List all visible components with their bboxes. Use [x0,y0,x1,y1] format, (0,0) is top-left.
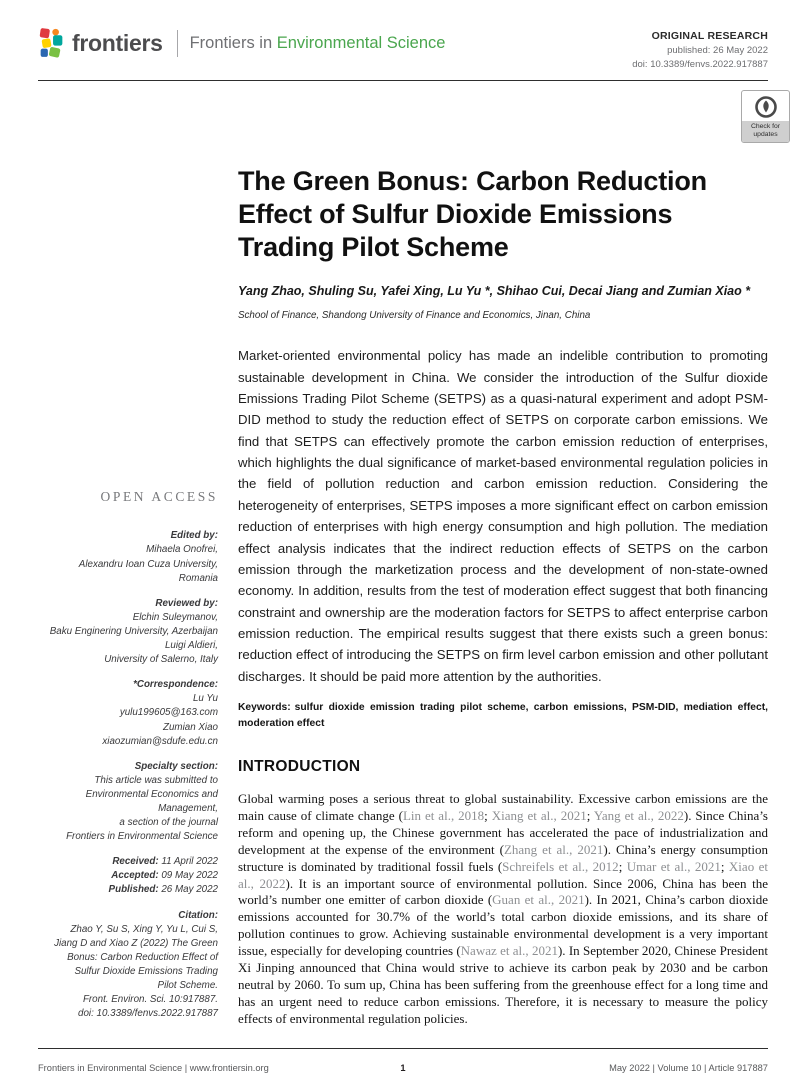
text-line: Luigi Aldieri, [164,640,218,652]
citation-link[interactable]: Guan et al., 2021 [492,892,585,908]
keywords-label: Keywords: [238,702,291,714]
footer-issue-info: May 2022 | Volume 10 | Article 917887 [609,1063,768,1073]
text-line: Sulfur Dioxide Emissions Trading [74,965,218,977]
edited-by-label: Edited by: [170,530,218,542]
published-date [38,883,218,897]
body-text-run: ; [586,807,594,823]
published-value: 26 May 2022 [158,884,218,896]
link-text[interactable]: yulu199605@163.com [119,707,218,719]
citation-link[interactable]: Zhang et al., 2021 [503,841,604,857]
accepted-date [38,869,218,883]
text-line: Romania [178,572,218,584]
accepted-label: Accepted: [111,870,159,882]
article-main-column [218,93,768,1032]
citation-link[interactable]: Nawaz et al., 2021 [460,943,558,959]
text-line: Elchin Suleymanov, [132,611,218,623]
journal-brand [38,28,445,59]
correspondence-label: *Correspondence: [133,679,218,691]
edited-by-block [38,529,218,585]
text-line: Bonus: Carbon Reduction Effect of [67,951,218,963]
text-line: Pilot Scheme. [157,980,218,992]
keywords-line [238,700,768,731]
open-access-label: OPEN ACCESS [100,489,218,505]
text-line: Front. Environ. Sci. 10:917887. [82,994,218,1006]
citation-link[interactable]: Xiao et al., 2022 [238,858,768,891]
abstract-text: Market-oriented environmental policy has made an indelible contribution to promoting sustainable development in China. We consider the introduction of the Sulfur dioxide Emissions Trading Pilot Scheme (SETPS) as a quasi-natural experiment and adopt PSM-DID method to study the reduction effect of SETPS on corporate carbon emissions. We find that SETPS can effectively promote the carbon emission reduction of enterprises, which highlights the dual significance of market-based environmental regulation policies in the field of pollution reduction and carbon emission reduction. Considering the heterogeneity of enterprises, SETPS imposes a more significant effect on carbon emission reduction of enterprises with high energy consumption and high pollution. The mediation effect analysis indicates that the indirect reduction effects of SETPS on the carbon emission through the marketization process and the development of non-state-owned economy. In addition, results from the test of moderation effect suggest that both financing constraint and ownership are the moderation factors for SETPS to affect enterprise carbon emission reduction. The empirical results suggest that there exists such a green bonus: reduction effect of introducing the SETPS on firm level carbon emission and other pollutant discharges. It should be paid more attention by the authorities. [238,348,768,684]
citation-link[interactable]: Xiang et al., 2021 [491,807,587,823]
text-line: Zumian Xiao [163,721,218,733]
received-value: 11 April 2022 [158,856,218,868]
body-text-run: ). China’s energy consumption structure is dominated by traditional fossil fuels ( [238,841,768,874]
body-text-run: ). It is an important source of environmental pollution. Since 2006, China has been the world’s number one emitter of carbon dioxide ( [238,875,769,908]
published-date-line: published: 26 May 2022 [667,45,768,56]
reviewed-by-lines [38,611,218,667]
text-line: Alexandru Ioan Cuza University, [78,558,218,570]
text-line: a section of the journal [119,817,218,829]
footer-divider [38,1048,768,1049]
citation-link[interactable]: Umar et al., 2021 [626,858,721,874]
author-list: Yang Zhao, Shuling Su, Yafei Xing, Lu Yu *, Shihao Cui, Decai Jiang and Zumian Xiao * [238,284,751,299]
body-text-run: ; [618,858,627,874]
reviewed-by-block [38,597,218,667]
received-date [38,855,218,869]
article-meta-sidebar [38,93,218,1032]
published-label: Published: [108,884,159,896]
publication-meta [632,30,768,70]
text-line: Baku Enginering University, Azerbaijan [49,625,218,637]
text-line: Lu Yu [192,693,218,705]
correspondence-lines [38,692,218,748]
specialty-section-label: Specialty section: [134,760,218,772]
journal-name-prefix: Frontiers in [189,34,277,52]
text-line: Management, [158,802,218,814]
body-text-run: ; [484,807,492,823]
reviewed-by-label: Reviewed by: [155,597,218,609]
article-body [0,93,806,1032]
received-label: Received: [112,856,159,868]
specialty-section-lines [38,774,218,844]
journal-name-green: Environmental Science [276,34,446,52]
keywords-text: sulfur dioxide emission trading pilot scheme, carbon emissions, PSM-DID, mediation effect, moderation effect [238,702,768,729]
text-line: Zhao Y, Su S, Xing Y, Yu L, Cui S, [70,923,218,935]
specialty-section-block [38,760,218,845]
footer-page-number: 1 [400,1063,406,1073]
text-line: Environmental Economics and [85,788,218,800]
body-text-run: ; [720,858,729,874]
introduction-paragraph [238,791,768,1027]
article-dates-block [38,855,218,897]
doi-link[interactable]: doi: 10.3389/fenvs.2022.917887 [632,59,768,70]
citation-link[interactable]: Lin et al., 2018 [402,807,485,823]
body-text-run: ). Since China’s reform and opening up, the Chinese government has accelerated the pace of industrialization and development at the expense of the environment ( [238,807,768,857]
text-line: Jiang D and Xiao Z (2022) The Green [54,937,218,949]
body-text-run: Global warming poses a serious threat to global sustainability. Excessive carbon emissions are the main cause of climate change ( [238,791,768,823]
text-line: University of Salerno, Italy [104,654,218,666]
header-divider [38,80,768,81]
text-line: Mihaela Onofrei, [146,544,218,556]
edited-by-lines [38,543,218,585]
check-updates-line1: Check for [750,122,781,130]
citation-label: Citation: [178,909,218,921]
journal-name[interactable] [190,34,446,53]
footer-journal-url[interactable]: Frontiers in Environmental Science | www.frontiersin.org [38,1063,269,1073]
article-type-label: ORIGINAL RESEARCH [651,30,768,42]
citation-link[interactable]: Yang et al., 2022 [593,807,684,823]
text-line: Frontiers in Environmental Science [66,831,218,843]
citation-link[interactable]: Schreifels et al., 2012 [502,858,619,874]
crossmark-icon [755,91,777,121]
citation-lines [38,923,218,1022]
article-title: The Green Bonus: Carbon Reduction Effect of Sulfur Dioxide Emissions Trading Pilot Scheme [238,166,707,263]
frontiers-logo-icon [38,28,65,59]
link-text[interactable]: xiaozumian@sdufe.edu.cn [102,735,218,747]
brand-separator [177,30,178,57]
frontiers-wordmark[interactable]: frontiers [72,30,163,56]
check-updates-line2: updates [753,130,778,138]
citation-block [38,909,218,1022]
link-text[interactable]: doi: 10.3389/fenvs.2022.917887 [78,1008,218,1020]
journal-header [0,0,806,70]
check-for-updates-label [742,121,789,142]
body-text-run: ). In September 2020, Chinese President Xi Jinping announced that China would strive to achieve its carbon peak by 2030 and be carbon neutral by 2060. To sum up, China has been suffering from the greenhouse effect for a long time and has an urgent need to reduce carbon emissions. Therefore, it is necessary to measure the policy effects of environmental regulation policies. [238,943,769,1026]
check-for-updates-badge[interactable] [741,90,790,143]
accepted-value: 09 May 2022 [158,870,218,882]
introduction-heading: INTRODUCTION [238,758,361,776]
body-text-run: ). In 2021, China’s carbon dioxide emissions accounted for 30.7% of the world’s total carbon dioxide emissions, and its share of pollution continues to grow. Achieving sustainable environmental development is a very important issue, especially for developing countries ( [238,892,768,959]
affiliation: School of Finance, Shandong University of Finance and Economics, Jinan, China [238,310,591,322]
text-line: This article was submitted to [94,774,218,786]
page-footer [38,1063,768,1073]
correspondence-block [38,678,218,748]
